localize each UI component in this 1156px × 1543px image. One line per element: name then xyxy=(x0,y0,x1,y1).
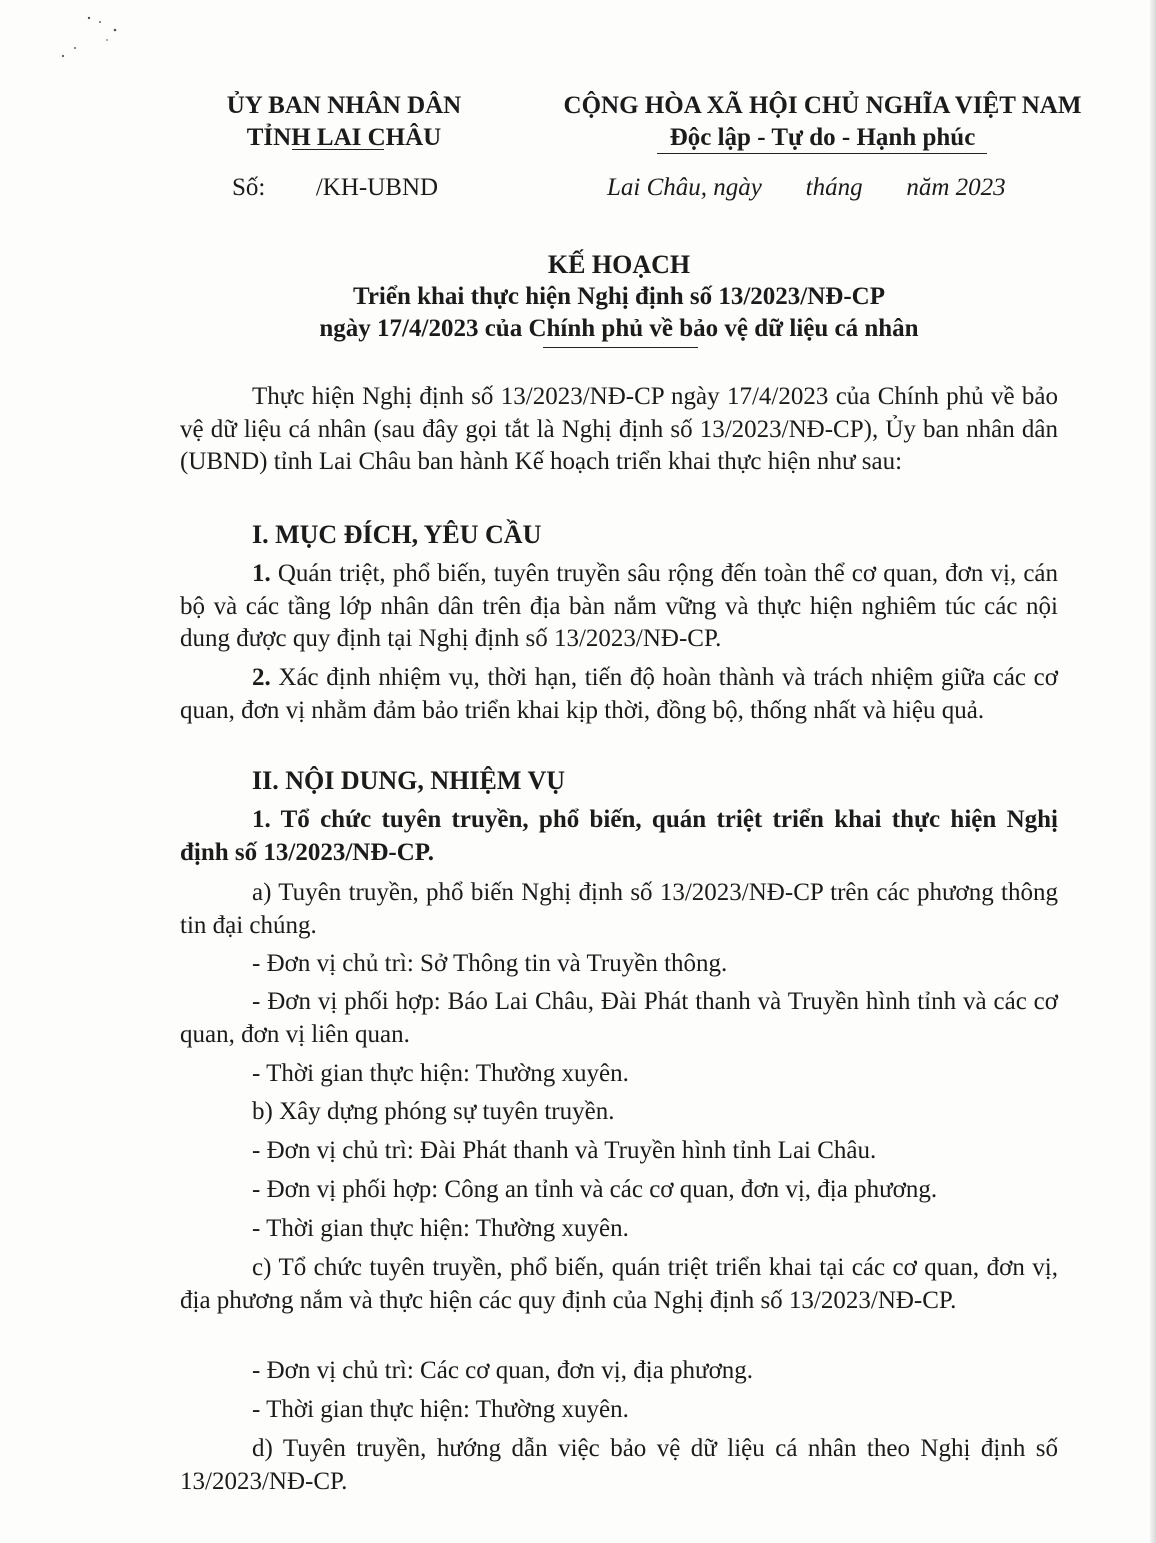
task-c-lead xyxy=(180,1355,1058,1388)
issuer-line1: ỦY BAN NHÂN DÂN xyxy=(226,92,462,119)
issuer-underline xyxy=(292,149,384,150)
s1-item-1-text: Quán triệt, phổ biến, tuyên truyền sâu rộng đến toàn thể cơ quan, đơn vị, cán bộ và các tầng lớp nhân dân trên địa bàn nắm vững và thực hiện nghiêm túc các nội dung được quy định tại Nghị định số 13/2023/NĐ-CP. xyxy=(180,560,1059,652)
doc-number-label: Số: xyxy=(232,174,266,201)
task-b-time xyxy=(180,1213,1058,1246)
task-c-time xyxy=(180,1394,1058,1427)
doc-number-value: /KH-UBND xyxy=(315,174,439,201)
task-c-text: c) Tổ chức tuyên truyền, phổ biến, quán triệt triển khai tại các cơ quan, đơn vị, địa phương nắm và thực hiện các quy định của Nghị định số 13/2023/NĐ-CP. xyxy=(180,1254,1058,1314)
task-a-coop-text: - Đơn vị phối hợp: Báo Lai Châu, Đài Phát thanh và Truyền hình tỉnh và các cơ quan, đơn vị liên quan. xyxy=(180,988,1058,1048)
doc-title: KẾ HOẠCH xyxy=(547,250,691,279)
doc-date: Lai Châu, ngày tháng năm 2023 xyxy=(607,174,1006,201)
task-b-lead-text: - Đơn vị chủ trì: Đài Phát thanh và Truyền hình tỉnh Lai Châu. xyxy=(252,1137,877,1164)
intro-paragraph xyxy=(180,381,1058,479)
scan-edge-shadow xyxy=(1150,0,1156,1543)
national-title: CỘNG HÒA XÃ HỘI CHỦ NGHĨA VIỆT NAM xyxy=(563,92,1082,119)
doc-subtitle-2: ngày 17/4/2023 của Chính phủ về bảo vệ dữ liệu cá nhân xyxy=(319,315,919,342)
task-a xyxy=(180,877,1058,942)
task-d xyxy=(180,1433,1058,1498)
task-d-text: d) Tuyên truyền, hướng dẫn việc bảo vệ dữ liệu cá nhân theo Nghị định số 13/2023/NĐ-CP. xyxy=(180,1435,1058,1495)
task-c-lead-text: - Đơn vị chủ trì: Các cơ quan, đơn vị, địa phương. xyxy=(252,1357,754,1384)
task-a-lead-text: - Đơn vị chủ trì: Sở Thông tin và Truyền thông. xyxy=(252,950,728,977)
s1-item-2-label: 2. xyxy=(252,664,271,691)
issuer-block xyxy=(200,90,488,154)
s1-item-1-label: 1. xyxy=(252,560,271,587)
doc-subtitle-1: Triển khai thực hiện Nghị định số 13/2023/NĐ-CP xyxy=(353,283,885,310)
task-b-coop-text: - Đơn vị phối hợp: Công an tỉnh và các cơ quan, đơn vị, địa phương. xyxy=(252,1176,938,1203)
task-b-time-text: - Thời gian thực hiện: Thường xuyên. xyxy=(252,1215,629,1242)
s1-item-1 xyxy=(180,558,1058,656)
task-c xyxy=(180,1252,1058,1317)
national-motto: Độc lập - Tự do - Hạnh phúc xyxy=(669,124,976,151)
national-motto-block xyxy=(550,90,1095,154)
task-a-time xyxy=(180,1058,1058,1091)
motto-underline xyxy=(657,153,987,154)
s1-item-2 xyxy=(180,662,1058,727)
task-a-lead xyxy=(180,948,1058,981)
s2-item-1-text: 1. Tổ chức tuyên truyền, phổ biến, quán triệt triển khai thực hiện Nghị định số 13/2023/NĐ-CP. xyxy=(180,806,1058,866)
task-b-text: b) Xây dựng phóng sự tuyên truyền. xyxy=(252,1098,615,1125)
section-1-heading: I. MỤC ĐÍCH, YÊU CẦU xyxy=(252,520,542,549)
doc-number xyxy=(232,172,438,204)
task-c-time-text: - Thời gian thực hiện: Thường xuyên. xyxy=(252,1396,629,1423)
section-2-heading: II. NỘI DUNG, NHIỆM VỤ xyxy=(252,766,565,795)
task-a-text: a) Tuyên truyền, phổ biến Nghị định số 13/2023/NĐ-CP trên các phương thông tin đại chúng. xyxy=(180,879,1058,939)
task-a-coop xyxy=(180,986,1058,1051)
task-a-time-text: - Thời gian thực hiện: Thường xuyên. xyxy=(252,1060,629,1087)
task-b xyxy=(180,1096,1058,1129)
intro-text: Thực hiện Nghị định số 13/2023/NĐ-CP ngày 17/4/2023 của Chính phủ về bảo vệ dữ liệu cá nhân (sau đây gọi tắt là Nghị định số 13/2023/NĐ-CP), Ủy ban nhân dân (UBND) tỉnh Lai Châu ban hành Kế hoạch triển khai thực hiện như sau: xyxy=(180,383,1058,475)
s2-item-1 xyxy=(180,804,1058,869)
s1-item-2-text: Xác định nhiệm vụ, thời hạn, tiến độ hoàn thành và trách nhiệm giữa các cơ quan, đơn vị nhằm đảm bảo triển khai kịp thời, đồng bộ, thống nhất và hiệu quả. xyxy=(180,664,1058,724)
scan-specks xyxy=(55,8,145,63)
task-b-lead xyxy=(180,1135,1058,1168)
task-b-coop xyxy=(180,1174,1058,1207)
issuer-line2: TỈNH LAI CHÂU xyxy=(246,124,442,151)
title-underline xyxy=(543,347,698,348)
